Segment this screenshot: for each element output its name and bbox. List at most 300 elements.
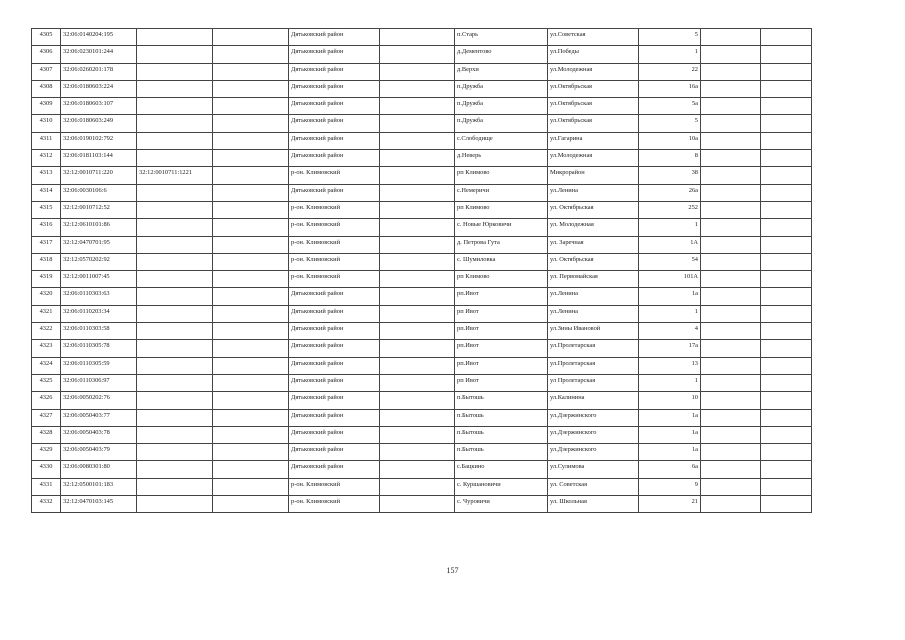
table-row bbox=[32, 357, 812, 374]
cell-empty-cell bbox=[761, 80, 812, 97]
cell-district: Дятьковский район bbox=[289, 184, 380, 201]
cell-empty-cell bbox=[701, 374, 761, 391]
cell-empty-cell bbox=[701, 236, 761, 253]
cell-empty-cell bbox=[701, 253, 761, 270]
cell-district: Дятьковский район bbox=[289, 461, 380, 478]
cell-settlement: с.Бацкино bbox=[455, 461, 548, 478]
cell-empty-cell bbox=[701, 46, 761, 63]
table-row bbox=[32, 167, 812, 184]
cell-empty-cell bbox=[761, 496, 812, 513]
cell-cadastral-number-2 bbox=[137, 496, 213, 513]
cell-empty-cell bbox=[380, 219, 455, 236]
cell-empty-cell bbox=[701, 271, 761, 288]
cell-settlement: рп.Ивот bbox=[455, 357, 548, 374]
table-row bbox=[32, 271, 812, 288]
cell-district: Дятьковский район bbox=[289, 80, 380, 97]
cell-cadastral-number: 32:06:0181103:144 bbox=[61, 150, 137, 167]
cell-empty-cell bbox=[701, 461, 761, 478]
cell-cadastral-number: 32:12:0610101:86 bbox=[61, 219, 137, 236]
cell-row-index: 4307 bbox=[32, 63, 61, 80]
cell-row-index: 4315 bbox=[32, 201, 61, 218]
cell-cadastral-number: 32:06:0140204:195 bbox=[61, 29, 137, 46]
cell-street: ул.Октябрьская bbox=[548, 115, 639, 132]
cell-settlement: п.Старь bbox=[455, 29, 548, 46]
cell-street: ул.Молодежная bbox=[548, 150, 639, 167]
page-number: 157 bbox=[446, 566, 459, 575]
cell-empty-cell bbox=[213, 271, 289, 288]
cell-empty-cell bbox=[380, 115, 455, 132]
cell-empty-cell bbox=[380, 496, 455, 513]
cell-cadastral-number: 32:12:0010712:52 bbox=[61, 201, 137, 218]
cell-cadastral-number-2 bbox=[137, 288, 213, 305]
cell-street: ул.Ленина bbox=[548, 184, 639, 201]
cell-row-index: 4319 bbox=[32, 271, 61, 288]
cell-cadastral-number: 32:06:0050202:76 bbox=[61, 392, 137, 409]
cell-house-number: 13 bbox=[639, 357, 701, 374]
cell-empty-cell bbox=[213, 288, 289, 305]
cell-house-number: 26а bbox=[639, 184, 701, 201]
cell-house-number: 6а bbox=[639, 461, 701, 478]
cell-empty-cell bbox=[213, 167, 289, 184]
cell-cadastral-number: 32:06:0050403:79 bbox=[61, 444, 137, 461]
cell-cadastral-number: 32:06:0110305:59 bbox=[61, 357, 137, 374]
table-row bbox=[32, 184, 812, 201]
cell-settlement: п.Бытошь bbox=[455, 409, 548, 426]
cell-empty-cell bbox=[761, 478, 812, 495]
cell-settlement: с. Куршановичи bbox=[455, 478, 548, 495]
cell-settlement: п.Дружба bbox=[455, 80, 548, 97]
table-row bbox=[32, 392, 812, 409]
cell-settlement: рп.Ивот bbox=[455, 323, 548, 340]
cell-cadastral-number-2 bbox=[137, 80, 213, 97]
cell-street: ул.Октябрьская bbox=[548, 98, 639, 115]
cell-row-index: 4306 bbox=[32, 46, 61, 63]
cell-empty-cell bbox=[701, 409, 761, 426]
cell-empty-cell bbox=[761, 63, 812, 80]
cell-empty-cell bbox=[213, 63, 289, 80]
cell-street: ул.Гагарина bbox=[548, 132, 639, 149]
cell-district: Дятьковский район bbox=[289, 115, 380, 132]
cell-empty-cell bbox=[380, 132, 455, 149]
cell-settlement: с.Слободище bbox=[455, 132, 548, 149]
cell-cadastral-number-2 bbox=[137, 271, 213, 288]
cell-empty-cell bbox=[380, 167, 455, 184]
cell-empty-cell bbox=[380, 323, 455, 340]
cell-cadastral-number: 32:12:0570202:92 bbox=[61, 253, 137, 270]
cell-cadastral-number-2 bbox=[137, 444, 213, 461]
cell-cadastral-number-2 bbox=[137, 150, 213, 167]
cell-row-index: 4323 bbox=[32, 340, 61, 357]
cell-settlement: рп Климово bbox=[455, 271, 548, 288]
table-row bbox=[32, 288, 812, 305]
cell-district: р-он. Климовский bbox=[289, 236, 380, 253]
cell-street: ул.Октябрьская bbox=[548, 80, 639, 97]
cell-empty-cell bbox=[701, 323, 761, 340]
table-row bbox=[32, 219, 812, 236]
cell-empty-cell bbox=[761, 323, 812, 340]
cell-cadastral-number: 32:06:0180603:249 bbox=[61, 115, 137, 132]
cell-empty-cell bbox=[701, 357, 761, 374]
cell-empty-cell bbox=[701, 115, 761, 132]
cell-cadastral-number: 32:06:0230101:244 bbox=[61, 46, 137, 63]
cell-house-number: 1 bbox=[639, 305, 701, 322]
cell-empty-cell bbox=[761, 253, 812, 270]
cell-empty-cell bbox=[213, 392, 289, 409]
cell-empty-cell bbox=[380, 392, 455, 409]
cell-empty-cell bbox=[761, 132, 812, 149]
cell-street: ул.Зины Ивановой bbox=[548, 323, 639, 340]
cell-street: ул.Дзержинского bbox=[548, 444, 639, 461]
cell-empty-cell bbox=[380, 63, 455, 80]
cell-empty-cell bbox=[761, 426, 812, 443]
cell-empty-cell bbox=[701, 426, 761, 443]
cell-district: Дятьковский район bbox=[289, 409, 380, 426]
cell-empty-cell bbox=[701, 496, 761, 513]
cell-cadastral-number-2 bbox=[137, 236, 213, 253]
table-row bbox=[32, 323, 812, 340]
cell-house-number: 21 bbox=[639, 496, 701, 513]
cell-row-index: 4332 bbox=[32, 496, 61, 513]
cell-district: Дятьковский район bbox=[289, 288, 380, 305]
cell-empty-cell bbox=[701, 340, 761, 357]
cell-empty-cell bbox=[701, 63, 761, 80]
cell-empty-cell bbox=[701, 219, 761, 236]
cell-empty-cell bbox=[213, 201, 289, 218]
cell-district: р-он. Климовский bbox=[289, 219, 380, 236]
cell-house-number: 4 bbox=[639, 323, 701, 340]
cell-house-number: 54 bbox=[639, 253, 701, 270]
table-row bbox=[32, 253, 812, 270]
cell-district: Дятьковский район bbox=[289, 29, 380, 46]
cell-district: Дятьковский район bbox=[289, 374, 380, 391]
cell-cadastral-number-2 bbox=[137, 184, 213, 201]
cell-row-index: 4317 bbox=[32, 236, 61, 253]
cell-cadastral-number-2 bbox=[137, 115, 213, 132]
cell-cadastral-number-2 bbox=[137, 340, 213, 357]
cell-cadastral-number-2 bbox=[137, 409, 213, 426]
cell-empty-cell bbox=[213, 323, 289, 340]
cell-district: Дятьковский район bbox=[289, 305, 380, 322]
cell-empty-cell bbox=[761, 271, 812, 288]
cell-district: р-он. Климовский bbox=[289, 201, 380, 218]
cell-street: ул. Первомайская bbox=[548, 271, 639, 288]
cell-street: ул.Калинина bbox=[548, 392, 639, 409]
cell-empty-cell bbox=[761, 444, 812, 461]
table-row bbox=[32, 461, 812, 478]
cell-empty-cell bbox=[213, 29, 289, 46]
cell-empty-cell bbox=[213, 184, 289, 201]
cell-cadastral-number: 32:06:0110203:34 bbox=[61, 305, 137, 322]
cell-district: Дятьковский район bbox=[289, 63, 380, 80]
cell-empty-cell bbox=[213, 409, 289, 426]
cell-settlement: рп.Ивот bbox=[455, 340, 548, 357]
cell-settlement: д.Верхи bbox=[455, 63, 548, 80]
cell-cadastral-number-2 bbox=[137, 98, 213, 115]
cell-empty-cell bbox=[761, 150, 812, 167]
table-row bbox=[32, 80, 812, 97]
table-row bbox=[32, 374, 812, 391]
cell-row-index: 4322 bbox=[32, 323, 61, 340]
cell-empty-cell bbox=[701, 392, 761, 409]
cell-empty-cell bbox=[701, 98, 761, 115]
cell-empty-cell bbox=[701, 150, 761, 167]
cell-settlement: п.Бытошь bbox=[455, 392, 548, 409]
cell-empty-cell bbox=[761, 184, 812, 201]
cell-cadastral-number-2 bbox=[137, 253, 213, 270]
cell-settlement: п.Бытошь bbox=[455, 444, 548, 461]
cell-empty-cell bbox=[380, 184, 455, 201]
cell-cadastral-number: 32:06:0050403:77 bbox=[61, 409, 137, 426]
cell-cadastral-number: 32:06:0110303:63 bbox=[61, 288, 137, 305]
cell-empty-cell bbox=[701, 288, 761, 305]
cell-settlement: д.Неверь bbox=[455, 150, 548, 167]
cell-cadastral-number-2 bbox=[137, 323, 213, 340]
cell-district: р-он. Климовский bbox=[289, 167, 380, 184]
cell-empty-cell bbox=[380, 305, 455, 322]
cell-empty-cell bbox=[213, 98, 289, 115]
cell-row-index: 4309 bbox=[32, 98, 61, 115]
table-row bbox=[32, 340, 812, 357]
cell-empty-cell bbox=[213, 253, 289, 270]
cell-cadastral-number-2 bbox=[137, 201, 213, 218]
cell-row-index: 4329 bbox=[32, 444, 61, 461]
cell-cadastral-number-2 bbox=[137, 29, 213, 46]
cell-settlement: рп Климово bbox=[455, 201, 548, 218]
cell-house-number: 101А bbox=[639, 271, 701, 288]
cell-empty-cell bbox=[380, 409, 455, 426]
cell-house-number: 1 bbox=[639, 374, 701, 391]
cell-empty-cell bbox=[761, 374, 812, 391]
cell-row-index: 4324 bbox=[32, 357, 61, 374]
cell-empty-cell bbox=[701, 29, 761, 46]
cell-empty-cell bbox=[380, 46, 455, 63]
cell-settlement: п.Дружба bbox=[455, 98, 548, 115]
cell-row-index: 4311 bbox=[32, 132, 61, 149]
cell-empty-cell bbox=[213, 496, 289, 513]
cell-row-index: 4321 bbox=[32, 305, 61, 322]
cell-empty-cell bbox=[380, 461, 455, 478]
table-row bbox=[32, 29, 812, 46]
cell-cadastral-number: 32:06:0110305:78 bbox=[61, 340, 137, 357]
cell-cadastral-number-2 bbox=[137, 63, 213, 80]
table-row bbox=[32, 409, 812, 426]
cell-house-number: 9 bbox=[639, 478, 701, 495]
cell-cadastral-number: 32:12:0500101:183 bbox=[61, 478, 137, 495]
cell-settlement: с. Шумиловка bbox=[455, 253, 548, 270]
cell-cadastral-number: 32:12:0010711:220 bbox=[61, 167, 137, 184]
table-row bbox=[32, 132, 812, 149]
table-row bbox=[32, 478, 812, 495]
cell-empty-cell bbox=[701, 80, 761, 97]
cell-empty-cell bbox=[380, 426, 455, 443]
cell-district: Дятьковский район bbox=[289, 426, 380, 443]
cell-empty-cell bbox=[380, 236, 455, 253]
cell-house-number: 1а bbox=[639, 288, 701, 305]
cell-row-index: 4320 bbox=[32, 288, 61, 305]
cell-row-index: 4310 bbox=[32, 115, 61, 132]
cell-empty-cell bbox=[213, 305, 289, 322]
cell-empty-cell bbox=[761, 167, 812, 184]
cell-empty-cell bbox=[213, 80, 289, 97]
cell-row-index: 4314 bbox=[32, 184, 61, 201]
cell-house-number: 1а bbox=[639, 426, 701, 443]
cell-street: ул. Заречная bbox=[548, 236, 639, 253]
cell-empty-cell bbox=[213, 426, 289, 443]
cell-street: ул.Ленина bbox=[548, 288, 639, 305]
cell-empty-cell bbox=[761, 29, 812, 46]
cell-empty-cell bbox=[213, 219, 289, 236]
cell-empty-cell bbox=[701, 132, 761, 149]
cell-settlement: рп.Ивот bbox=[455, 288, 548, 305]
table-row bbox=[32, 63, 812, 80]
cell-row-index: 4331 bbox=[32, 478, 61, 495]
cell-row-index: 4308 bbox=[32, 80, 61, 97]
cell-empty-cell bbox=[701, 184, 761, 201]
cell-street: ул. Советская bbox=[548, 478, 639, 495]
cell-street: ул.Дзержинского bbox=[548, 426, 639, 443]
cell-cadastral-number-2 bbox=[137, 374, 213, 391]
cell-district: Дятьковский район bbox=[289, 357, 380, 374]
cell-settlement: д. Петрова Гута bbox=[455, 236, 548, 253]
cell-settlement: п.Дружба bbox=[455, 115, 548, 132]
cell-cadastral-number-2 bbox=[137, 392, 213, 409]
cell-street: ул. Молодежная bbox=[548, 219, 639, 236]
cell-house-number: 1а bbox=[639, 444, 701, 461]
cell-row-index: 4326 bbox=[32, 392, 61, 409]
cell-empty-cell bbox=[701, 201, 761, 218]
table-row bbox=[32, 305, 812, 322]
cell-empty-cell bbox=[701, 167, 761, 184]
cell-cadastral-number: 32:06:0110306:97 bbox=[61, 374, 137, 391]
cell-empty-cell bbox=[213, 357, 289, 374]
cell-cadastral-number-2 bbox=[137, 478, 213, 495]
cell-cadastral-number-2 bbox=[137, 132, 213, 149]
cell-row-index: 4330 bbox=[32, 461, 61, 478]
register-table-container bbox=[31, 28, 812, 513]
cell-empty-cell bbox=[213, 340, 289, 357]
cell-empty-cell bbox=[380, 340, 455, 357]
cell-street: ул. Октябрьская bbox=[548, 253, 639, 270]
cell-street: ул. Школьная bbox=[548, 496, 639, 513]
cell-empty-cell bbox=[761, 236, 812, 253]
cell-empty-cell bbox=[701, 305, 761, 322]
cell-district: Дятьковский район bbox=[289, 46, 380, 63]
cell-house-number: 8 bbox=[639, 150, 701, 167]
cell-district: Дятьковский район bbox=[289, 98, 380, 115]
cell-row-index: 4327 bbox=[32, 409, 61, 426]
cell-row-index: 4316 bbox=[32, 219, 61, 236]
cell-empty-cell bbox=[213, 150, 289, 167]
cell-house-number: 5а bbox=[639, 98, 701, 115]
cell-district: р-он. Климовский bbox=[289, 271, 380, 288]
cell-house-number: 252 bbox=[639, 201, 701, 218]
table-row bbox=[32, 236, 812, 253]
cell-empty-cell bbox=[380, 444, 455, 461]
cell-empty-cell bbox=[213, 478, 289, 495]
cell-empty-cell bbox=[213, 115, 289, 132]
cell-row-index: 4305 bbox=[32, 29, 61, 46]
cell-empty-cell bbox=[213, 236, 289, 253]
cell-empty-cell bbox=[213, 132, 289, 149]
cell-row-index: 4312 bbox=[32, 150, 61, 167]
table-row bbox=[32, 115, 812, 132]
cell-cadastral-number-2 bbox=[137, 426, 213, 443]
cell-cadastral-number-2 bbox=[137, 219, 213, 236]
cell-empty-cell bbox=[761, 288, 812, 305]
cell-cadastral-number: 32:06:0260201:178 bbox=[61, 63, 137, 80]
cell-house-number: 1 bbox=[639, 46, 701, 63]
cell-settlement: с. Новые Юрковичи bbox=[455, 219, 548, 236]
cell-empty-cell bbox=[380, 253, 455, 270]
register-table-body bbox=[32, 29, 812, 513]
cell-district: р-он. Климовский bbox=[289, 496, 380, 513]
cell-district: р-он. Климовский bbox=[289, 253, 380, 270]
cell-empty-cell bbox=[701, 478, 761, 495]
cell-cadastral-number-2 bbox=[137, 46, 213, 63]
cell-empty-cell bbox=[761, 357, 812, 374]
table-row bbox=[32, 496, 812, 513]
cell-street: ул.Пролетарская bbox=[548, 357, 639, 374]
cell-district: Дятьковский район bbox=[289, 150, 380, 167]
cell-street: ул.Ленина bbox=[548, 305, 639, 322]
cell-street: ул. Октябрьская bbox=[548, 201, 639, 218]
cell-empty-cell bbox=[380, 288, 455, 305]
cell-empty-cell bbox=[380, 150, 455, 167]
cell-empty-cell bbox=[761, 340, 812, 357]
cell-empty-cell bbox=[380, 98, 455, 115]
cell-house-number: 5 bbox=[639, 29, 701, 46]
cell-house-number: 10а bbox=[639, 132, 701, 149]
cell-empty-cell bbox=[380, 201, 455, 218]
cell-house-number: 1а bbox=[639, 409, 701, 426]
cell-empty-cell bbox=[701, 444, 761, 461]
cell-row-index: 4313 bbox=[32, 167, 61, 184]
cell-settlement: п.Бытошь bbox=[455, 426, 548, 443]
cell-cadastral-number-2 bbox=[137, 357, 213, 374]
cell-street: ул.Победы bbox=[548, 46, 639, 63]
cell-empty-cell bbox=[380, 29, 455, 46]
cell-empty-cell bbox=[380, 271, 455, 288]
cell-house-number: 1 bbox=[639, 219, 701, 236]
cell-cadastral-number-2 bbox=[137, 305, 213, 322]
cell-house-number: 16а bbox=[639, 80, 701, 97]
cell-district: Дятьковский район bbox=[289, 392, 380, 409]
cell-settlement: с.Немеричи bbox=[455, 184, 548, 201]
table-row bbox=[32, 444, 812, 461]
cell-cadastral-number: 32:12:0470103:145 bbox=[61, 496, 137, 513]
cell-settlement: с. Чуровичи bbox=[455, 496, 548, 513]
cell-empty-cell bbox=[761, 305, 812, 322]
table-row bbox=[32, 201, 812, 218]
cell-empty-cell bbox=[380, 80, 455, 97]
cell-district: Дятьковский район bbox=[289, 340, 380, 357]
cell-street: ул.Сулимова bbox=[548, 461, 639, 478]
cell-cadastral-number: 32:06:0180603:107 bbox=[61, 98, 137, 115]
cell-empty-cell bbox=[761, 115, 812, 132]
cell-empty-cell bbox=[380, 357, 455, 374]
cell-house-number: 38 bbox=[639, 167, 701, 184]
cell-empty-cell bbox=[380, 374, 455, 391]
cell-empty-cell bbox=[761, 98, 812, 115]
cell-street: ул Пролетарская bbox=[548, 374, 639, 391]
cell-district: Дятьковский район bbox=[289, 132, 380, 149]
cell-cadastral-number: 32:06:0190102:792 bbox=[61, 132, 137, 149]
cell-cadastral-number: 32:12:0011007:45 bbox=[61, 271, 137, 288]
cell-cadastral-number: 32:06:0030106:6 bbox=[61, 184, 137, 201]
cell-row-index: 4325 bbox=[32, 374, 61, 391]
cell-empty-cell bbox=[761, 409, 812, 426]
cell-district: р-он. Климовский bbox=[289, 478, 380, 495]
